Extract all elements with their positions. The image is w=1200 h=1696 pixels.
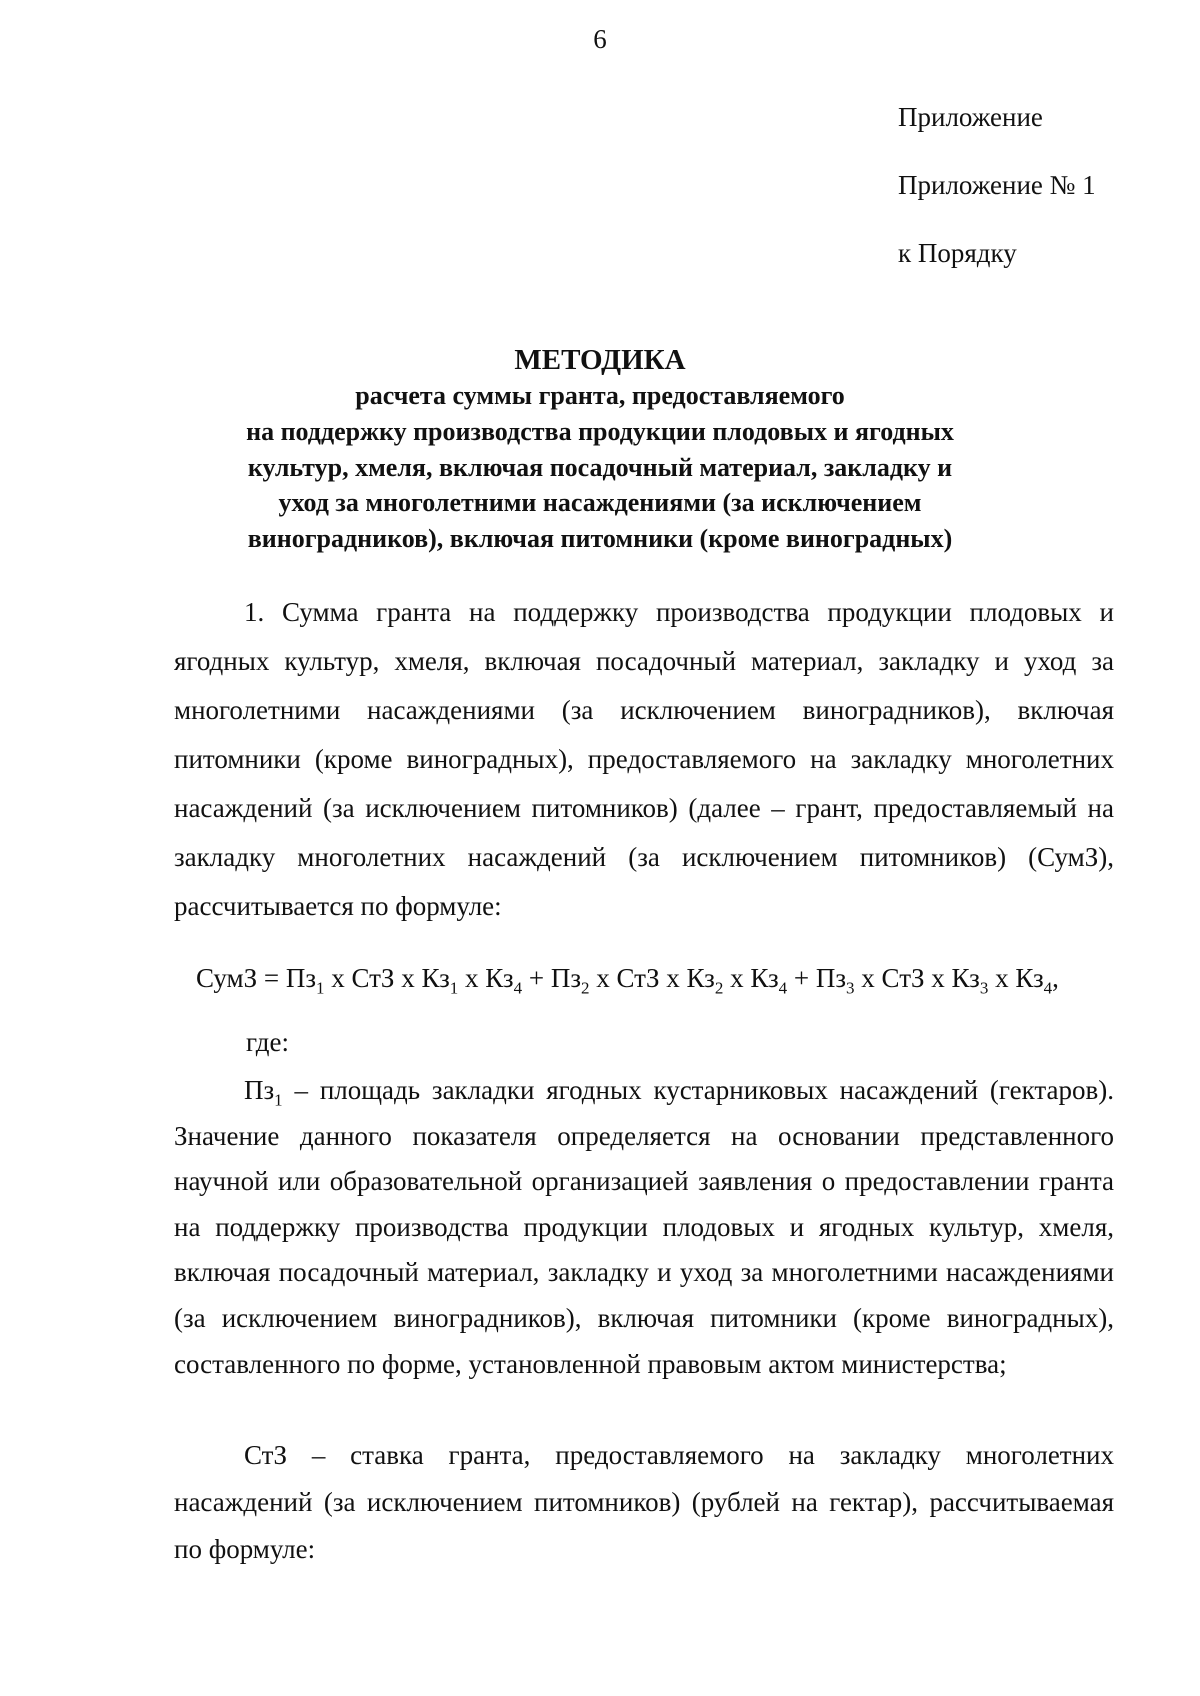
formula-part: x СтЗ x Кз — [324, 963, 450, 993]
formula-part: x СтЗ x Кз — [854, 963, 980, 993]
formula-subscript: 2 — [714, 978, 724, 998]
where-label: где: — [246, 1027, 289, 1057]
title-line-3: культур, хмеля, включая посадочный материал, закладку и — [247, 452, 953, 482]
appendix-number-label: Приложение № 1 — [898, 170, 1096, 200]
formula-subscript: 1 — [449, 978, 459, 998]
paragraph-1: 1. Сумма гранта на поддержку производства продукции плодовых и ягодных культур, хмеля, включая посадочный материал, закладку и уход за многолетними насаждениями (за исключением виноградников), включая питомники (кроме виноградных), предоставляемого на закладку многолетних насаждений (за исключением питомников) (далее – грант, предоставляемый на закладку многолетних насаждений (за исключением питомников) (СумЗ), рассчитывается по формуле: — [174, 597, 1114, 921]
paragraph-3: СтЗ – ставка гранта, предоставляемого на закладку многолетних насаждений (за исключением питомников) (рублей на гектар), рассчитываемая по формуле: — [174, 1440, 1114, 1564]
formula-part: , — [1052, 963, 1059, 993]
paragraph-2 — [174, 1068, 1114, 1387]
term-definition: – площадь закладки ягодных кустарниковых насаждений (гектаров). Значение данного показателя определяется на основании представленного научной или образовательной организацией заявления о предоставлении гранта на поддержку производства продукции плодовых и ягодных культур, хмеля, включая посадочный материал, закладку и уход за многолетними насаждениями (за исключением виноградников), включая питомники (кроме виноградных), составленного по форме, установленной правовым актом министерства; — [174, 1075, 1114, 1379]
appendix-label: Приложение — [898, 102, 1043, 132]
formula-part: СумЗ = Пз — [196, 963, 316, 993]
formula-part: x Кз — [458, 963, 514, 993]
formula-part: x Кз — [723, 963, 779, 993]
formula-subscript: 4 — [778, 978, 788, 998]
formula-part: x СтЗ x Кз — [589, 963, 715, 993]
title-line-4: уход за многолетними насаждениями (за исключением — [278, 488, 922, 518]
page-number: 6 — [593, 24, 607, 54]
formula-part: + Пз — [522, 963, 582, 993]
term-subscript: 1 — [274, 1090, 283, 1110]
formula-part: + Пз — [787, 963, 847, 993]
formula-subscript: 2 — [581, 978, 590, 998]
formula-subscript: 3 — [979, 978, 989, 998]
formula-subscript: 3 — [846, 978, 855, 998]
grant-formula — [196, 958, 1059, 1008]
appendix-reference-label: к Порядку — [898, 238, 1017, 268]
title-main: МЕТОДИКА — [514, 344, 686, 376]
document-title — [0, 342, 1200, 557]
term-pz: Пз — [244, 1075, 275, 1105]
formula-subscript: 4 — [1043, 978, 1053, 998]
title-line-1: расчета суммы гранта, предоставляемого — [355, 381, 845, 410]
formula-subscript: 4 — [513, 978, 523, 998]
formula-subscript: 1 — [315, 978, 325, 998]
title-line-5: виноградников), включая питомники (кроме виноградных) — [247, 524, 953, 554]
title-line-2: на поддержку производства продукции плодовых и ягодных — [246, 416, 954, 446]
formula-part: x Кз — [988, 963, 1044, 993]
